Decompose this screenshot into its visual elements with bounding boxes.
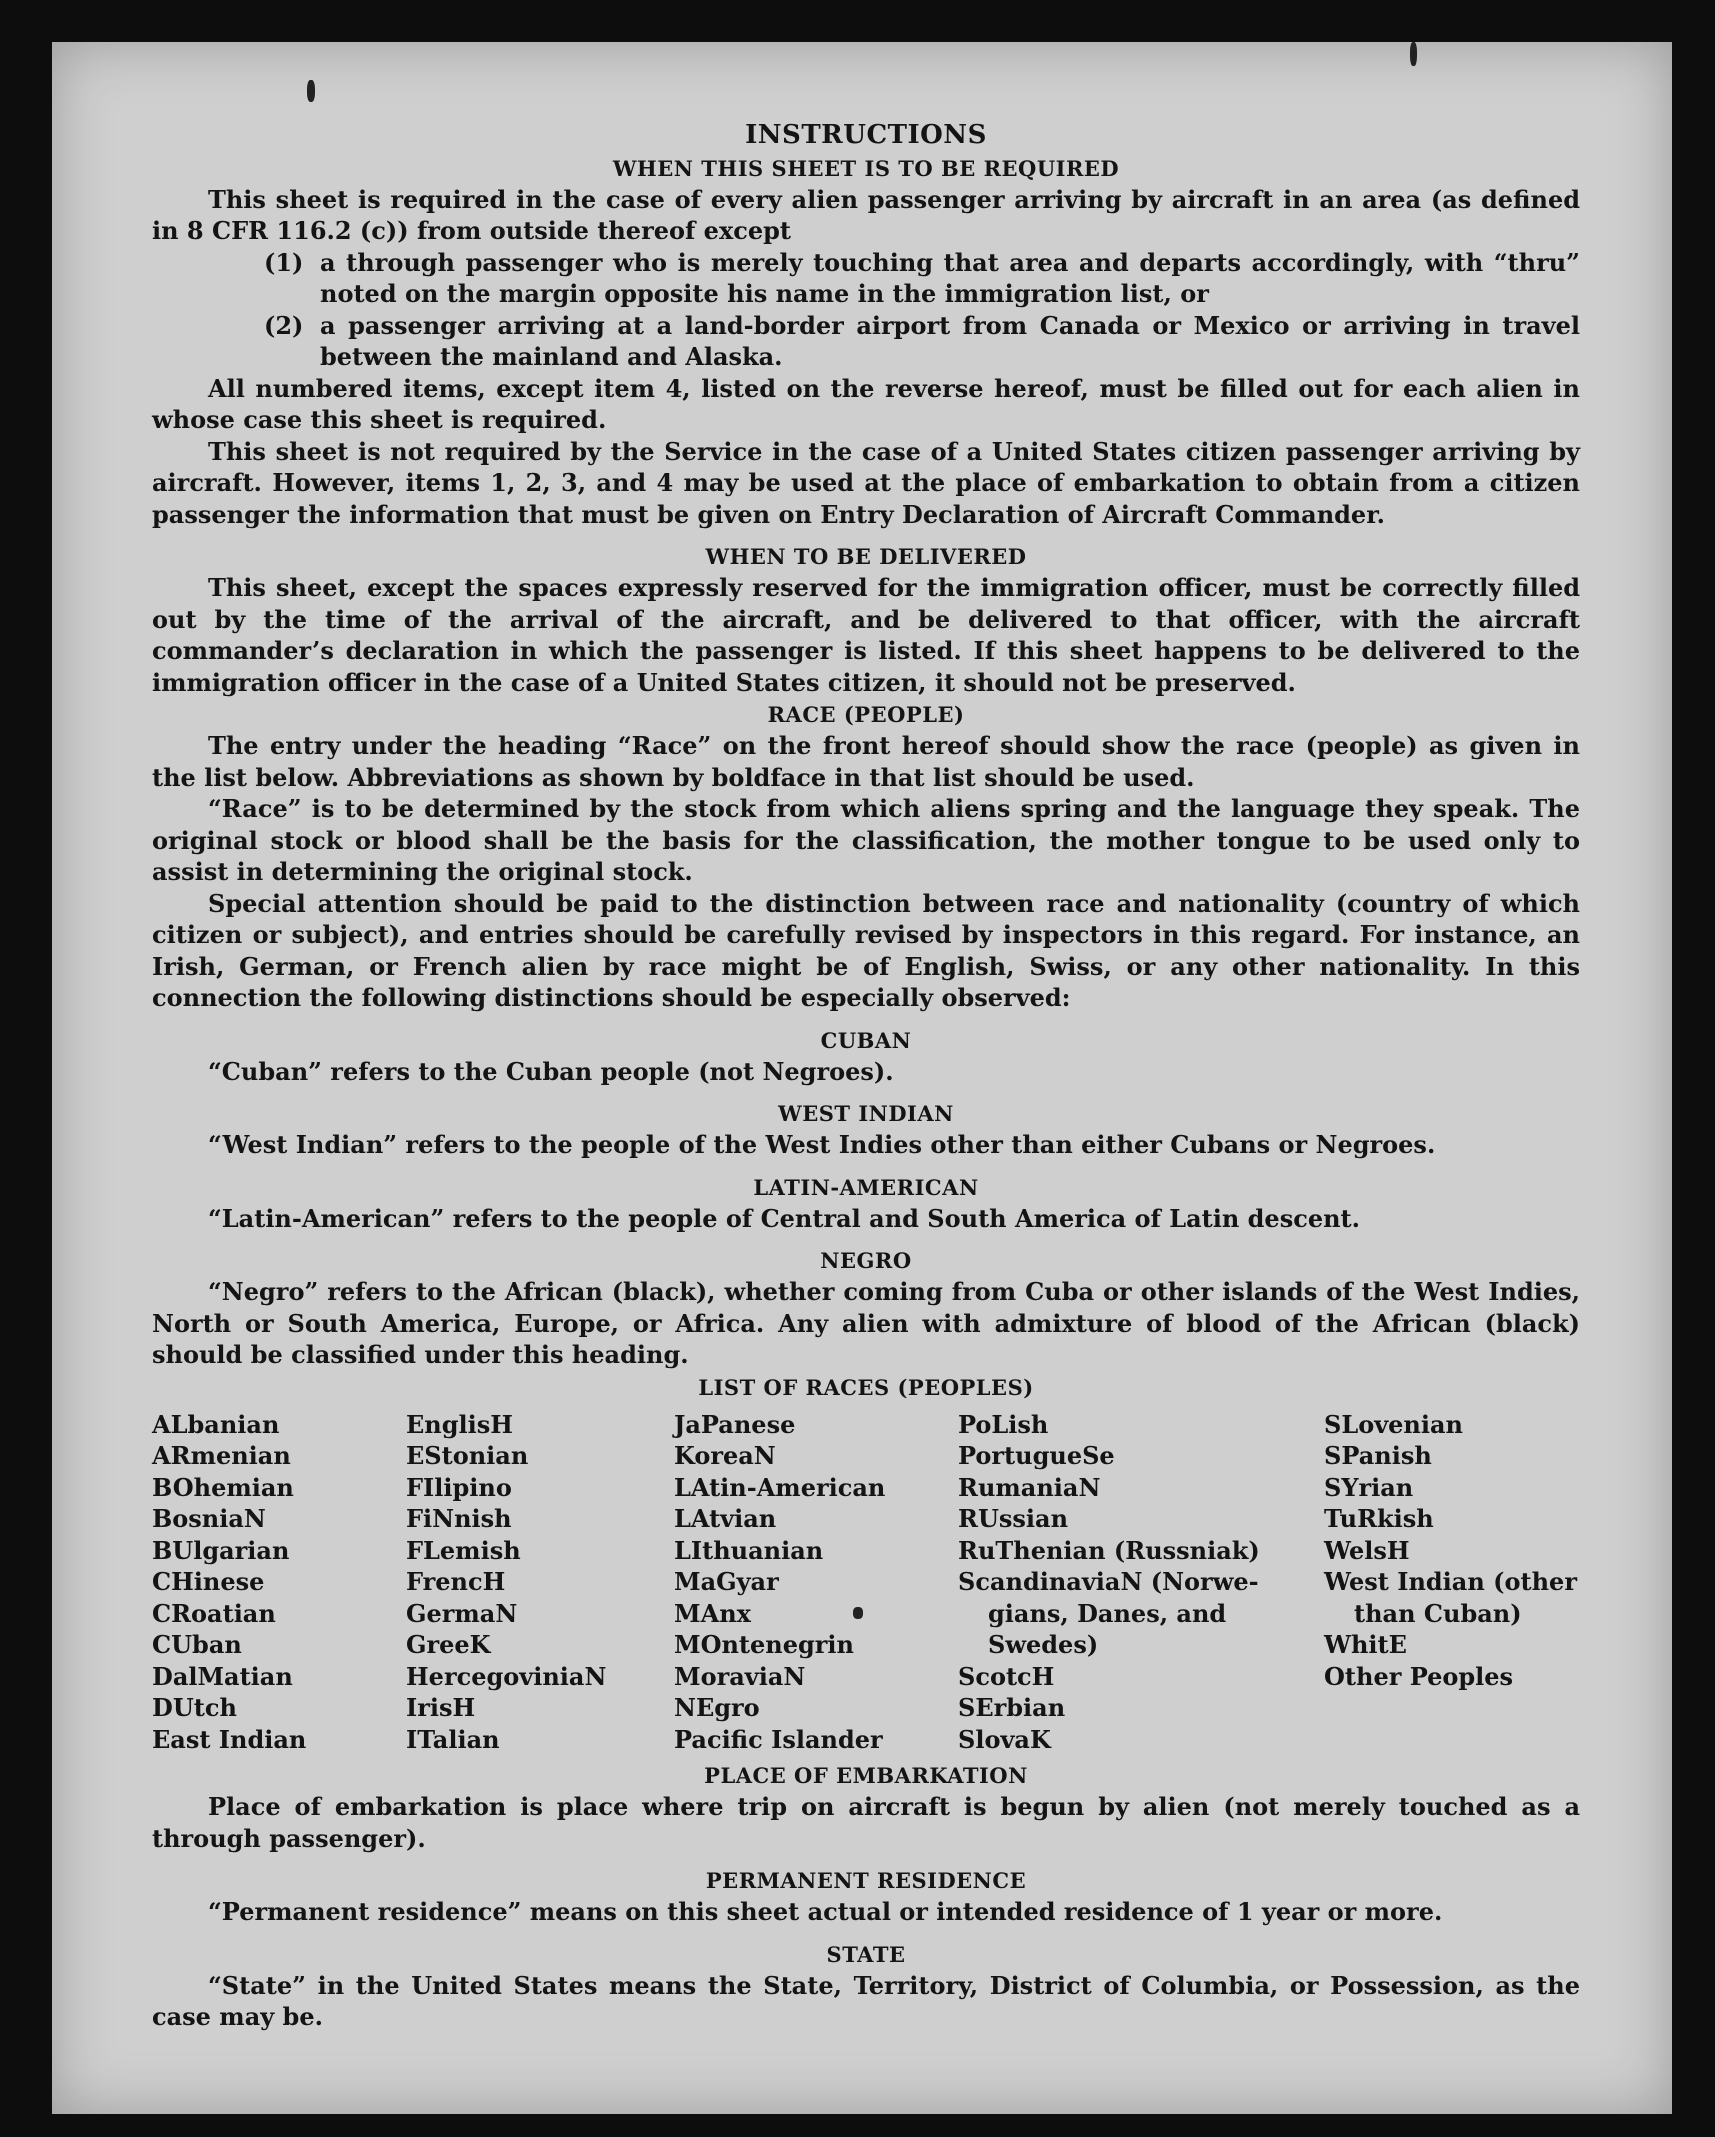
exception-number: (1) bbox=[264, 247, 304, 277]
paragraph-numbered-items: All numbered items, except item 4, listed on the reverse hereof, must be filled out for each alien in whose case this sheet is required. bbox=[152, 373, 1580, 434]
heading-cuban: CUBAN bbox=[820, 1027, 912, 1053]
instructions-body bbox=[152, 120, 1580, 2033]
exception-text: a passenger arriving at a land-border airport from Canada or Mexico or arriving in travel between the mainland and Alaska. bbox=[320, 310, 1580, 371]
heading-list-of-races: LIST OF RACES (PEOPLES) bbox=[698, 1374, 1034, 1400]
race-entry: GreeK bbox=[406, 1630, 491, 1659]
heading-permanent-residence: PERMANENT RESIDENCE bbox=[705, 1868, 1027, 1893]
race-entry: JaPanese bbox=[674, 1409, 796, 1439]
race-entry-continued: than Cuban) bbox=[1354, 1598, 1522, 1628]
race-entry-continued: gians, Danes, and bbox=[988, 1598, 1227, 1628]
races-table bbox=[152, 1409, 1580, 1756]
race-entry: FiNnish bbox=[406, 1504, 512, 1533]
race-entry: MaGyar bbox=[674, 1567, 779, 1596]
race-entry: LIthuanian bbox=[674, 1535, 824, 1565]
race-entry: FIlipino bbox=[406, 1472, 512, 1502]
race-entry: NEgro bbox=[674, 1693, 760, 1722]
race-entry: Other Peoples bbox=[1324, 1661, 1514, 1691]
race-entry: HercegoviniaN bbox=[406, 1661, 607, 1691]
paragraph-embarkation: Place of embarkation is place where trip on aircraft is begun by alien (not merely touched as a through passenger). bbox=[152, 1792, 1580, 1853]
document-title: INSTRUCTIONS bbox=[745, 120, 987, 150]
race-entry: EStonian bbox=[406, 1441, 529, 1470]
race-entry: CUban bbox=[152, 1630, 242, 1659]
race-entry: LAtvian bbox=[674, 1504, 777, 1533]
heading-embarkation: PLACE OF EMBARKATION bbox=[704, 1763, 1028, 1788]
paragraph-race-2: “Race” is to be determined by the stock from which aliens spring and the language they speak. The original stock or blood shall be the basis for the classification, the mother tongue to be used only to assist in determining the original stock. bbox=[152, 794, 1580, 886]
race-entry: BUlgarian bbox=[152, 1535, 290, 1565]
race-entry: MoraviaN bbox=[674, 1661, 806, 1691]
heading-west-indian: WEST INDIAN bbox=[778, 1101, 954, 1126]
heading-when-required: WHEN THIS SHEET IS TO BE REQUIRED bbox=[612, 155, 1120, 181]
heading-race: RACE (PEOPLE) bbox=[767, 702, 965, 727]
race-entry: PoLish bbox=[958, 1409, 1049, 1439]
paragraph-west-indian: “West Indian” refers to the people of the West Indies other than either Cubans or Negroes. bbox=[208, 1130, 1436, 1159]
ink-speck bbox=[307, 80, 315, 102]
race-entry: FrencH bbox=[406, 1567, 506, 1596]
paragraph-citizen: This sheet is not required by the Service in the case of a United States citizen passenger arriving by aircraft. However, items 1, 2, 3, and 4 may be used at the place of embarkation to obtain from a citizen passenger the information that must be given on Entry Declaration of Aircraft Commander. bbox=[152, 436, 1580, 529]
race-entry: SPanish bbox=[1324, 1441, 1432, 1470]
race-entry: ALbanian bbox=[152, 1409, 280, 1439]
race-entry: RumaniaN bbox=[958, 1472, 1101, 1502]
race-entry: MAnx bbox=[674, 1598, 751, 1628]
race-entry: TuRkish bbox=[1324, 1504, 1434, 1533]
paragraph-negro: “Negro” refers to the African (black), whether coming from Cuba or other islands of the West Indies, North or South America, Europe, or Africa. Any alien with admixture of blood of the African (black) should be classified under this heading. bbox=[152, 1277, 1580, 1369]
race-entry-continued: Swedes) bbox=[988, 1630, 1099, 1659]
heading-when-delivered: WHEN TO BE DELIVERED bbox=[705, 544, 1027, 569]
paragraph-cuban: “Cuban” refers to the Cuban people (not Negroes). bbox=[208, 1056, 894, 1086]
race-entry: BosniaN bbox=[152, 1504, 266, 1533]
race-entry: EnglisH bbox=[406, 1409, 513, 1439]
race-entry: RuThenian (Russniak) bbox=[958, 1535, 1260, 1565]
ink-speck bbox=[1410, 42, 1417, 66]
heading-state: STATE bbox=[826, 1941, 906, 1967]
races-column-4 bbox=[958, 1409, 1324, 1756]
paragraph-latin-american: “Latin-American” refers to the people of Central and South America of Latin descent. bbox=[208, 1203, 1360, 1233]
race-entry: WelsH bbox=[1324, 1535, 1410, 1565]
race-entry: SErbian bbox=[958, 1693, 1066, 1722]
race-entry: MOntenegrin bbox=[674, 1630, 854, 1659]
race-entry: ARmenian bbox=[152, 1441, 291, 1470]
race-entry: PortugueSe bbox=[958, 1441, 1115, 1470]
races-column-2 bbox=[406, 1409, 674, 1756]
race-entry: ScandinaviaN (Norwe- bbox=[958, 1567, 1259, 1596]
paragraph-delivery: This sheet, except the spaces expressly reserved for the immigration officer, must be correctly filled out by the time of the arrival of the aircraft, and be delivered to that officer, with the aircraft commander’s declaration in which the passenger is listed. If this sheet happens to be delivered to the immigration officer in the case of a United States citizen, it should not be preserved. bbox=[152, 573, 1580, 697]
paragraph-state: “State” in the United States means the State, Territory, District of Columbia, or Possession, as the case may be. bbox=[152, 1970, 1580, 2031]
exception-item-2 bbox=[264, 310, 1580, 373]
race-entry: WhitE bbox=[1324, 1630, 1407, 1659]
document-page bbox=[52, 42, 1672, 2114]
race-entry: DUtch bbox=[152, 1693, 237, 1722]
heading-latin-american: LATIN-AMERICAN bbox=[753, 1174, 979, 1200]
paragraph-permanent-residence: “Permanent residence” means on this sheet actual or intended residence of 1 year or more. bbox=[208, 1897, 1443, 1926]
race-entry: SlovaK bbox=[958, 1724, 1051, 1754]
race-entry: FLemish bbox=[406, 1535, 521, 1565]
race-entry: DalMatian bbox=[152, 1661, 293, 1691]
race-entry: RUssian bbox=[958, 1504, 1069, 1533]
paragraph-race-3: Special attention should be paid to the distinction between race and nationality (country of which citizen or subject), and entries should be carefully revised by inspectors in this regard. For instance, an Irish, German, or French alien by race might be of English, Swiss, or any other nationality. In this connection the following distinctions should be especially observed: bbox=[152, 888, 1580, 1012]
race-entry: KoreaN bbox=[674, 1441, 776, 1470]
exception-number: (2) bbox=[264, 310, 304, 340]
race-entry: GermaN bbox=[406, 1598, 518, 1628]
races-column-1 bbox=[152, 1409, 406, 1756]
races-column-5 bbox=[1324, 1409, 1580, 1756]
paragraph-race-1: The entry under the heading “Race” on the front hereof should show the race (people) as given in the list below. Abbreviations as shown by boldface in that list should be used. bbox=[152, 731, 1580, 792]
race-entry: LAtin-American bbox=[674, 1472, 886, 1502]
race-entry: West Indian (other bbox=[1324, 1567, 1577, 1596]
race-entry: SYrian bbox=[1324, 1472, 1414, 1502]
race-entry: ITalian bbox=[406, 1724, 500, 1754]
races-column-3 bbox=[674, 1409, 958, 1756]
paragraph-intro: This sheet is required in the case of every alien passenger arriving by aircraft in an area (as defined in 8 CFR 116.2 (c)) from outside thereof except bbox=[152, 184, 1580, 245]
race-entry: ScotcH bbox=[958, 1661, 1055, 1691]
exception-text: a through passenger who is merely touching that area and departs accordingly, with “thru” noted on the margin opposite his name in the immigration list, or bbox=[320, 247, 1580, 308]
exception-item-1 bbox=[264, 247, 1580, 310]
race-entry: CRoatian bbox=[152, 1598, 276, 1628]
race-entry: CHinese bbox=[152, 1567, 265, 1596]
race-entry: IrisH bbox=[406, 1693, 476, 1722]
race-entry: BOhemian bbox=[152, 1472, 294, 1502]
race-entry: SLovenian bbox=[1324, 1409, 1463, 1439]
heading-negro: NEGRO bbox=[820, 1248, 912, 1273]
race-entry: Pacific Islander bbox=[674, 1724, 883, 1754]
race-entry: East Indian bbox=[152, 1724, 307, 1754]
